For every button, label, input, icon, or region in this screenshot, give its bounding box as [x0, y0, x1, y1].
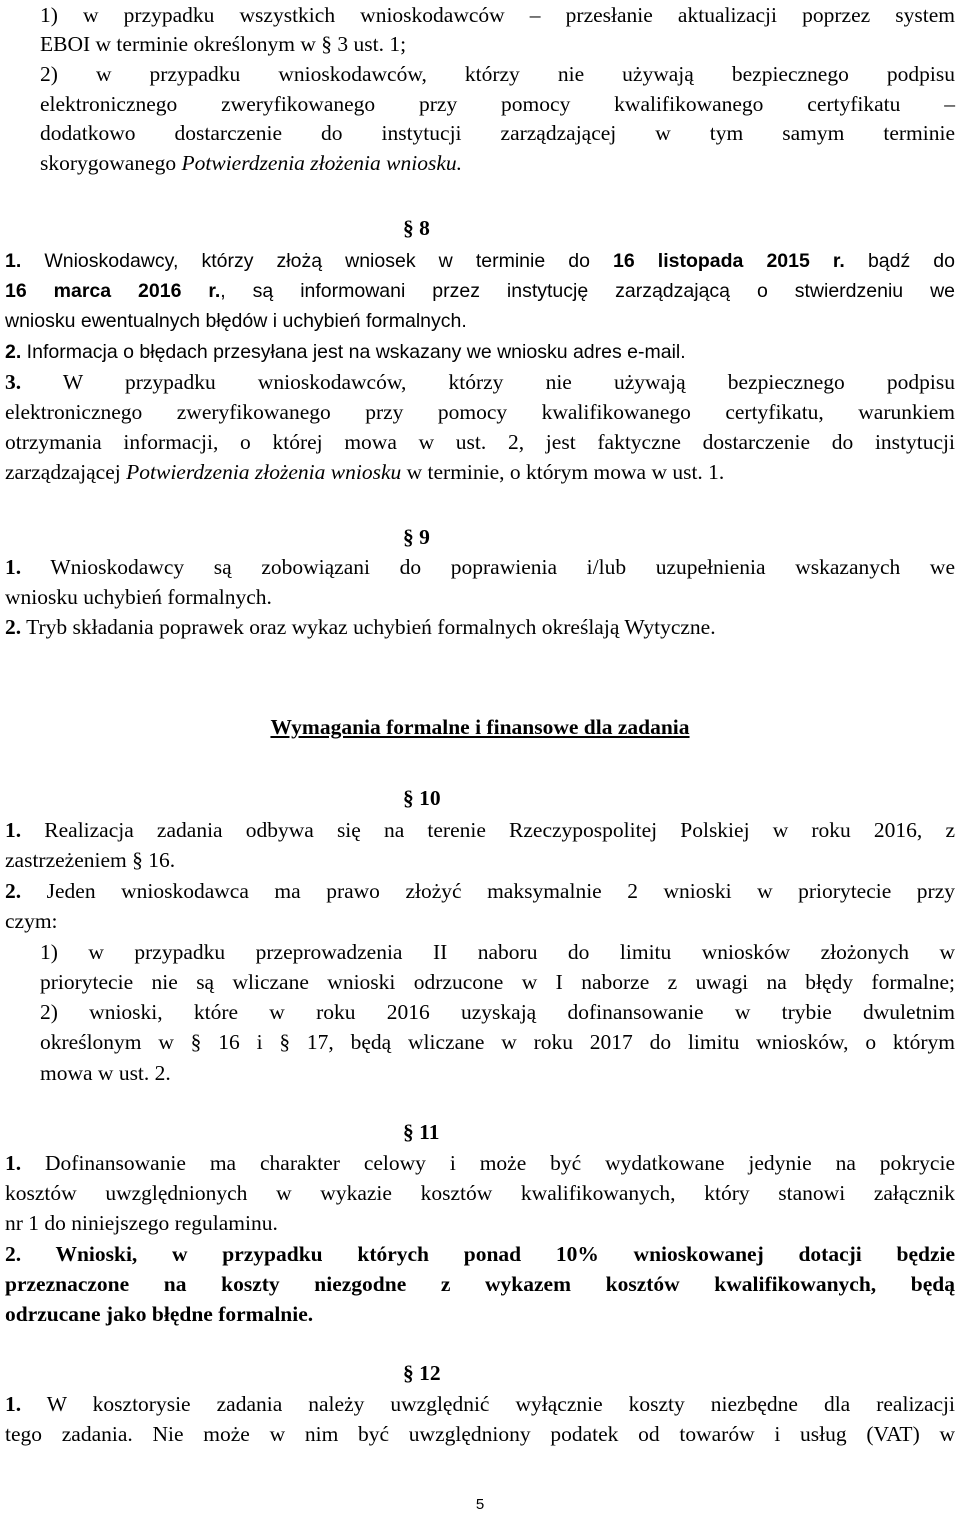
text-span: W kosztorysie zadania należy uwzględnić wyłącznie koszty niezbędne dla realizacji	[21, 1392, 955, 1416]
text-span: Informacja o błędach przesyłana jest na wskazany we wniosku adres e-mail.	[21, 341, 686, 363]
text-line	[5, 1208, 955, 1238]
bold-span: odrzucane jako błędne formalnie.	[5, 1302, 314, 1326]
item-number: 2.	[5, 341, 22, 363]
text-line	[5, 1299, 955, 1329]
text-span: Dofinansowanie ma charakter celowy i może być wydatkowane jedynie na pokrycie	[21, 1151, 955, 1175]
text-line	[5, 457, 955, 487]
text-span: , są informowani przez instytucję zarządzającą o stwierdzeniu we	[220, 280, 955, 302]
section-title: § 8	[403, 216, 430, 240]
text-span: wniosku ewentualnych błędów i uchybień formalnych.	[5, 310, 467, 332]
bold-span: 16 marca 2016 r.	[5, 280, 221, 302]
bold-span: 16 listopada 2015 r.	[613, 250, 845, 272]
text-line	[5, 1389, 955, 1419]
section-title: § 12	[403, 1361, 441, 1385]
text-line	[5, 552, 955, 582]
text-line	[5, 427, 955, 457]
text-span: mowa w ust. 2.	[40, 1061, 171, 1085]
item-number: 2.	[5, 1242, 22, 1266]
italic-span: Potwierdzenia złożenia wniosku	[126, 460, 402, 484]
item-number: 1.	[5, 818, 22, 842]
text-line	[40, 0, 955, 30]
text-line	[40, 148, 955, 178]
text-line	[40, 937, 955, 967]
text-span: 2) wnioski, które w roku 2016 uzyskają dofinansowanie w trybie dwuletnim	[40, 1000, 955, 1024]
text-line	[40, 118, 955, 148]
text-span: określonym w § 16 i § 17, będą wliczane w roku 2017 do limitu wniosków, o którym	[40, 1030, 955, 1054]
text-line	[40, 1058, 955, 1088]
text-span: wniosku uchybień formalnych.	[5, 585, 272, 609]
item-number: 1.	[5, 555, 22, 579]
text-line	[5, 1419, 955, 1449]
text-line	[5, 845, 955, 875]
text-span: Tryb składania poprawek oraz wykaz uchybień formalnych określają Wytyczne.	[21, 615, 716, 639]
text-line	[5, 246, 955, 276]
text-span: kosztów uwzględnionych w wykazie kosztów kwalifikowanych, który stanowi załącznik	[5, 1181, 955, 1205]
text-span: 1) w przypadku wszystkich wnioskodawców – przesłanie aktualizacji poprzez system	[40, 3, 955, 27]
text-span: Jeden wnioskodawca ma prawo złożyć maksymalnie 2 wnioski w priorytecie przy	[21, 879, 955, 903]
text-line	[40, 1027, 955, 1057]
text-span: zastrzeżeniem § 16.	[5, 848, 176, 872]
text-span: 1) w przypadku przeprowadzenia II naboru do limitu wniosków złożonych w	[40, 940, 955, 964]
text-line	[5, 397, 955, 427]
text-line	[5, 306, 955, 336]
text-line	[5, 337, 955, 367]
item-number: 1.	[5, 250, 22, 272]
text-span: skorygowanego	[40, 151, 182, 175]
bold-span: Wnioski, w przypadku których ponad 10% wnioskowanej dotacji będzie	[21, 1242, 955, 1266]
item-number: 1.	[5, 1151, 22, 1175]
text-span: EBOI w terminie określonym w § 3 ust. 1;	[40, 32, 407, 56]
text-line	[5, 906, 955, 936]
section-title: § 9	[403, 525, 430, 549]
text-line	[5, 612, 955, 642]
text-line	[5, 276, 955, 306]
text-line	[5, 582, 955, 612]
italic-span: Potwierdzenia złożenia wniosku.	[181, 151, 463, 175]
section-title: § 11	[403, 1120, 440, 1144]
text-span: zarządzającej	[5, 460, 127, 484]
text-line	[40, 59, 955, 89]
text-span: czym:	[5, 909, 58, 933]
page-number: 5	[475, 1496, 485, 1513]
text-span: priorytecie nie są wliczane wnioski odrzucone w I naborze z uwagi na błędy formalne;	[40, 970, 955, 994]
text-line	[40, 29, 955, 59]
item-number: 1.	[5, 1392, 22, 1416]
text-line	[5, 1148, 955, 1178]
text-span: otrzymania informacji, o której mowa w ust. 2, jest faktyczne dostarczenie do instytucji	[5, 430, 955, 454]
text-span: dodatkowo dostarczenie do instytucji zarządzającej w tym samym terminie	[40, 121, 955, 145]
text-span: bądź do	[844, 250, 955, 272]
text-span: Realizacja zadania odbywa się na terenie Rzeczypospolitej Polskiej w roku 2016, z	[21, 818, 955, 842]
text-span: 2) w przypadku wnioskodawców, którzy nie używają bezpiecznego podpisu	[40, 62, 955, 86]
text-span: elektronicznego zweryfikowanego przy pomocy kwalifikowanego certyfikatu –	[40, 92, 955, 116]
text-line	[5, 1239, 955, 1269]
text-span: elektronicznego zweryfikowanego przy pomocy kwalifikowanego certyfikatu, warunkiem	[5, 400, 955, 424]
text-span: tego zadania. Nie może w nim być uwzględniony podatek od towarów i usług (VAT) w	[5, 1422, 955, 1446]
text-line	[5, 815, 955, 845]
section-title: § 10	[403, 786, 441, 810]
item-number: 2.	[5, 879, 22, 903]
text-line	[5, 876, 955, 906]
text-line	[40, 997, 955, 1027]
text-span: nr 1 do niniejszego regulaminu.	[5, 1211, 278, 1235]
section-heading: Wymagania formalne i finansowe dla zadania	[270, 715, 690, 739]
text-line	[5, 367, 955, 397]
text-span: Wnioskodawcy, którzy złożą wniosek w terminie do	[21, 250, 614, 272]
text-line	[5, 1178, 955, 1208]
text-line	[40, 89, 955, 119]
text-line	[40, 967, 955, 997]
bold-span: przeznaczone na koszty niezgodne z wykazem kosztów kwalifikowanych, będą	[5, 1272, 955, 1296]
text-span: W przypadku wnioskodawców, którzy nie używają bezpiecznego podpisu	[21, 370, 955, 394]
text-span: Wnioskodawcy są zobowiązani do poprawienia i/lub uzupełnienia wskazanych we	[21, 555, 955, 579]
item-number: 3.	[5, 370, 22, 394]
text-span: w terminie, o którym mowa w ust. 1.	[401, 460, 725, 484]
item-number: 2.	[5, 615, 22, 639]
text-line	[5, 1269, 955, 1299]
